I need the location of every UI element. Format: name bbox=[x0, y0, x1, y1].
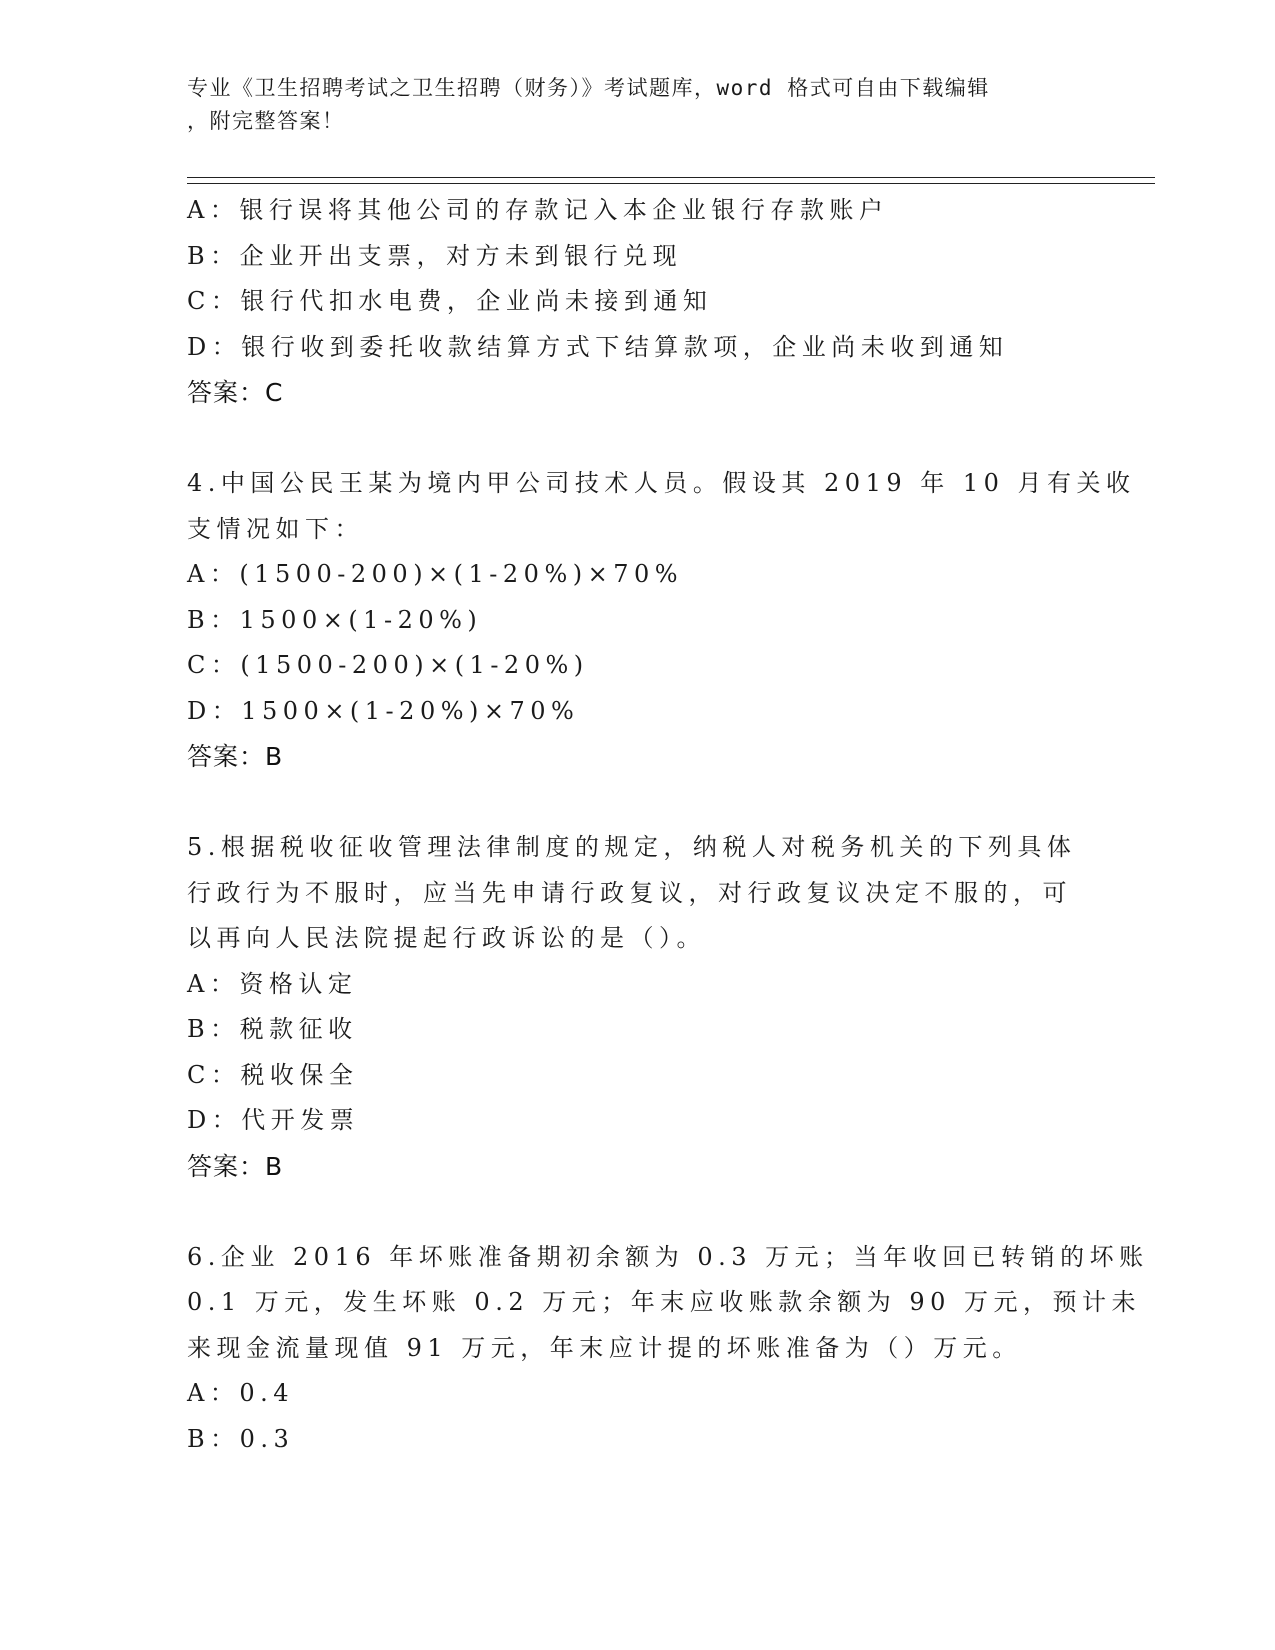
question-6-option-b: B：0.3 bbox=[187, 1424, 295, 1453]
question-5-stem-line-3: 以再向人民法院提起行政诉讼的是（）。 bbox=[187, 924, 706, 952]
question-6-stem-line-3: 来现金流量现值 91 万元，年末应计提的坏账准备为（）万元。 bbox=[187, 1333, 1022, 1362]
spacer bbox=[187, 416, 1087, 462]
question-6-stem-line-2: 0.1 万元，发生坏账 0.2 万元；年末应收账款余额为 90 万元，预计未 bbox=[187, 1288, 1142, 1316]
question-5-option-c: C：税收保全 bbox=[187, 1060, 359, 1089]
question-6 bbox=[187, 1235, 1149, 1463]
spacer bbox=[187, 1189, 1087, 1235]
question-4 bbox=[187, 461, 1136, 780]
question-3-option-d: D：银行收到委托收款结算方式下结算款项，企业尚未收到通知 bbox=[187, 332, 1009, 361]
header-divider-bottom bbox=[187, 183, 1155, 184]
header-line-1: 专业《卫生招聘考试之卫生招聘（财务）》考试题库，word 格式可自由下载编辑 bbox=[187, 76, 990, 100]
question-content bbox=[187, 188, 1149, 1462]
question-5-stem-line-2: 行政行为不服时，应当先申请行政复议，对行政复议决定不服的，可 bbox=[187, 878, 1072, 907]
question-3-option-c: C：银行代扣水电费，企业尚未接到通知 bbox=[187, 287, 713, 315]
question-4-answer: 答案：B bbox=[187, 742, 284, 771]
header-divider-top bbox=[187, 177, 1155, 178]
document-header bbox=[187, 72, 1087, 138]
question-3-answer: 答案：C bbox=[187, 378, 284, 407]
question-4-stem-line-1: 4.中国公民王某为境内甲公司技术人员。假设其 2019 年 10 月有关收 bbox=[187, 469, 1136, 497]
question-4-option-a: A：(1500-200)×(1-20%)×70% bbox=[187, 560, 684, 588]
question-3 bbox=[187, 188, 1087, 416]
question-5-option-d: D：代开发票 bbox=[187, 1106, 360, 1134]
question-6-stem-line-1: 6.企业 2016 年坏账准备期初余额为 0.3 万元；当年收回已转销的坏账 bbox=[187, 1242, 1149, 1271]
spacer bbox=[187, 780, 1087, 826]
header-line-2: ，附完整答案！ bbox=[187, 109, 345, 133]
question-5-stem-line-1: 5.根据税收征收管理法律制度的规定，纳税人对税务机关的下列具体 bbox=[187, 833, 1077, 861]
question-3-option-b: B：企业开出支票，对方未到银行兑现 bbox=[187, 241, 683, 270]
question-4-option-c: C：(1500-200)×(1-20%) bbox=[187, 651, 589, 679]
question-4-stem-line-2: 支情况如下： bbox=[187, 514, 364, 543]
question-4-option-b: B：1500×(1-20%) bbox=[187, 605, 483, 634]
question-5-answer: 答案：B bbox=[187, 1151, 284, 1181]
question-6-option-a: A：0.4 bbox=[187, 1379, 294, 1407]
question-5 bbox=[187, 825, 1087, 1189]
question-5-option-a: A：资格认定 bbox=[187, 969, 358, 998]
question-4-option-d: D：1500×(1-20%)×70% bbox=[187, 696, 580, 725]
question-5-option-b: B：税款征收 bbox=[187, 1015, 358, 1043]
question-3-option-a: A：银行误将其他公司的存款记入本企业银行存款账户 bbox=[187, 196, 889, 224]
